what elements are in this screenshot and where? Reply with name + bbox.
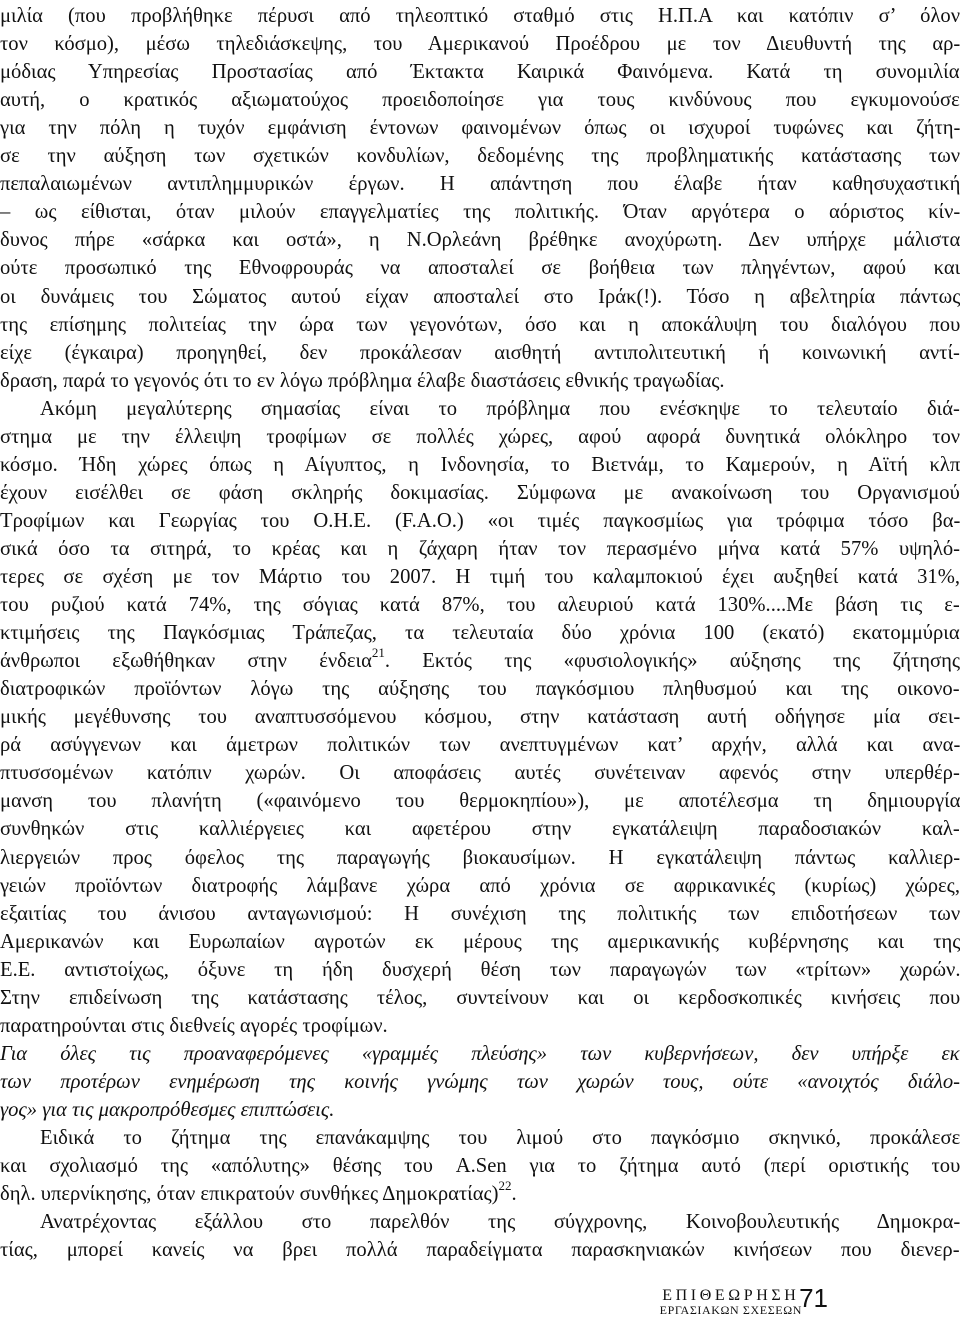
text-line-content: πτυσσομένων κατόπιν χωρών. Οι αποφάσεις αυτές συνέτειναν αφενός στην υπερθέρ- bbox=[0, 762, 960, 785]
text-line-content: είχε (έγκαιρα) προηγηθεί, δεν προκάλεσαν αισθητή αντιπολιτευτική ή κοινωνική αντί- bbox=[0, 341, 960, 364]
journal-title bbox=[660, 1287, 802, 1317]
text-line-content: – ως είθισται, όταν μιλούν επαγγελματίες της πολιτικής. Όταν αργότερα ο αόριστος κίν- bbox=[0, 201, 960, 224]
text-line-content: σικά όσο τα σιτηρά, το κρέας και η ζάχαρη ήταν τον περασμένο μήνα κατά 57% υψηλό- bbox=[0, 537, 960, 560]
text-line-content: ούτε προσωπικό της Εθνοφρουράς να αποσταλεί σε βοήθεια των πληγέντων, αφού και bbox=[0, 257, 960, 280]
text-line bbox=[0, 815, 960, 843]
text-line bbox=[0, 170, 960, 198]
text-line-content: Ακόμη μεγαλύτερης σημασίας είναι το πρόβλημα που ενέσκηψε το τελευταίο διά- bbox=[40, 397, 960, 420]
text-line bbox=[0, 759, 960, 787]
text-line-content: στημα με την έλλειψη τροφίμων σε πολλές χώρες, αφού αφορά δυνητικά ολόκληρο τον bbox=[0, 425, 960, 448]
text-line bbox=[0, 283, 960, 311]
text-line bbox=[0, 844, 960, 872]
text-line bbox=[0, 1180, 517, 1208]
text-line bbox=[0, 423, 960, 451]
text-line bbox=[0, 1068, 960, 1096]
text-line bbox=[0, 114, 960, 142]
text-line-content: εξαιτίας του άνισου ανταγωνισμού: Η συνέχιση της πολιτικής των επιδοτήσεων των bbox=[0, 902, 960, 925]
text-line bbox=[0, 507, 960, 535]
journal-title-line2: ΕΡΓΑΣΙΑΚΩΝ ΣΧΕΣΕΩΝ bbox=[659, 1303, 802, 1317]
text-line-content: πεπαλαιωμένων αντιπλημμυρικών έργων. Η απάντηση που έλαβε ήταν καθησυχαστική bbox=[0, 173, 960, 196]
text-line-content: Ειδικά το ζήτημα της επανάκαμψης του λιμού στο παγκόσμιο σκηνικό, προκάλεσε bbox=[40, 1127, 960, 1149]
text-line bbox=[0, 1152, 960, 1180]
text-line-content: Στην επιδείνωση της κατάστασης τέλος, συντείνουν και οι κερδοσκοπικές κινήσεις που bbox=[0, 986, 960, 1009]
text-line bbox=[0, 86, 960, 114]
text-line bbox=[0, 311, 960, 339]
text-line-content: τίας, μπορεί κανείς να βρει πολλά παραδείγματα παρασκηνιακών κινήσεων που διενερ- bbox=[0, 1239, 960, 1262]
text-line-content: κτιμήσεις της Παγκόσμιας Τράπεζας, τα τελευταία δύο χρόνια 100 (εκατό) εκατομμύρια bbox=[0, 622, 960, 645]
text-line-content: άνθρωποι εξωθήθηκαν στην ένδεια bbox=[0, 650, 372, 673]
text-line-content: γος» για τις μακροπρόθεσμες επιπτώσεις. bbox=[0, 1098, 335, 1121]
text-line bbox=[0, 339, 960, 367]
text-line bbox=[0, 198, 960, 226]
text-line bbox=[0, 142, 960, 170]
text-line-content: της επίσημης πολιτείας την ώρα των γεγονότων, όσο και η αποκάλυψη του διαλόγου που bbox=[0, 313, 960, 336]
text-line-content: για την πόλη η τυχόν εμφάνιση έντονων φαινομένων όπως οι ισχυροί τυφώνες και ζήτη- bbox=[0, 117, 960, 140]
text-line-content: των προτέρων ενημέρωση της κοινής γνώμης των χωρών τους, ούτε «ανοιχτός διάλο- bbox=[0, 1070, 960, 1093]
text-line bbox=[0, 479, 960, 507]
text-line-content: Αμερικανών και Ευρωπαίων αγροτών εκ μέρους της αμερικανικής κυβέρνησης και της bbox=[0, 930, 960, 953]
text-line-content: μικής μεγέθυνσης του αναπτυσσόμενου κόσμου, στην κατάσταση αυτή οδήγησε μία σει- bbox=[0, 706, 960, 729]
text-line-content: τερες σε σχέση με τον Μάρτιο του 2007. Η τιμή του καλαμποκιού έχει αυξηθεί κατά 31%, bbox=[0, 566, 960, 588]
text-line bbox=[0, 254, 960, 282]
text-line-content: μόδιας Υπηρεσίας Προστασίας από Έκτακτα Καιρικά Φαινόμενα. Κατά τη συνομιλία bbox=[0, 61, 960, 84]
text-line bbox=[0, 675, 960, 703]
text-line bbox=[40, 395, 960, 423]
text-line bbox=[0, 731, 960, 759]
text-line bbox=[0, 647, 960, 675]
text-line-content: λιεργειών προς όφελος της παραγωγής βιοκαυσίμων. Η εγκατάλειψη πάντως καλλιερ- bbox=[0, 846, 960, 869]
text-line bbox=[0, 1236, 960, 1262]
text-line-content: Για όλες τις προαναφερόμενες «γραμμές πλεύσης» των κυβερνήσεων, δεν υπήρξε εκ bbox=[0, 1042, 960, 1065]
footnote-ref: 21 bbox=[371, 645, 385, 661]
text-line bbox=[0, 928, 960, 956]
text-line-tail: . Εκτός της «φυσιολογικής» αύξησης της ζήτησης bbox=[384, 650, 960, 673]
text-line bbox=[0, 451, 960, 479]
text-line bbox=[0, 58, 960, 86]
text-line-content: σε την αύξηση των σχετικών κονδυλίων, δεδομένης της προβληματικής κατάστασης των bbox=[0, 145, 960, 168]
text-line-content: Τροφίμων και Γεωργίας του Ο.Η.Ε. (F.A.O.) «οι τιμές παγκοσμίως για τρόφιμα τόσο βα- bbox=[0, 509, 960, 532]
footnote-ref: 22 bbox=[498, 1178, 512, 1194]
text-line-content: και σχολιασμό της «απόλυτης» θέσης του A.Sen για το ζήτημα αυτό (περί οριστικής του bbox=[0, 1155, 960, 1178]
text-line-content: τον κόσμο), μέσω τηλεδιάσκεψης, του Αμερικανού Προέδρου με τον Διευθυντή της αρ- bbox=[0, 33, 960, 56]
page-number: 71 bbox=[799, 1283, 828, 1313]
text-line bbox=[0, 226, 960, 254]
text-line bbox=[0, 619, 960, 647]
text-line bbox=[0, 30, 960, 58]
text-line bbox=[0, 563, 960, 591]
text-line-content: Ανατρέχοντας εξάλλου στο παρελθόν της σύγχρονης, Κοινοβουλευτικής Δημοκρα- bbox=[40, 1211, 960, 1234]
text-line bbox=[0, 703, 960, 731]
text-line-content: δυνος πήρε «σάρκα και οστά», η Ν.Ορλεάνη βρέθηκε ανοχύρωτη. Δεν υπήρχε μάλιστα bbox=[0, 229, 960, 252]
text-line bbox=[0, 591, 960, 619]
journal-title-line1: ΕΠΙΘΕΩΡΗΣΗ bbox=[662, 1287, 800, 1304]
text-line-content: παρατηρούνται στις διεθνείς αγορές τροφίμων. bbox=[0, 1014, 388, 1037]
text-line-content: δραση, παρά το γεγονός ότι το εν λόγω πρόβλημα έλαβε διαστάσεις εθνικής τραγωδίας. bbox=[0, 369, 725, 392]
text-line-content: δηλ. υπερνίκησης, όταν επικρατούν συνθήκες Δημοκρατίας) bbox=[0, 1183, 499, 1206]
text-line-content: ρά ασύγγενων και άμετρων πολιτικών των ανεπτυγμένων κατ’ αρχήν, αλλά και ανα- bbox=[0, 734, 960, 757]
text-line-content: μανση του πλανήτη («φαινόμενο του θερμοκηπίου»), με αποτέλεσμα τη δημιουργία bbox=[0, 790, 960, 813]
text-line-content: του ρυζιού κατά 74%, της σόγιας κατά 87%, του αλευριού κατά 130%....Με βάση τις ε- bbox=[0, 594, 960, 617]
article-body bbox=[0, 2, 960, 1262]
text-line bbox=[0, 984, 960, 1012]
text-line bbox=[0, 787, 960, 815]
text-line bbox=[0, 1096, 334, 1124]
text-line bbox=[40, 1124, 960, 1152]
text-line bbox=[0, 900, 960, 928]
text-line-content: οι δυνάμεις του Σώματος αυτού είχαν αποσταλεί στο Ιράκ(!). Τόσο η αβελτηρία πάντως bbox=[0, 285, 960, 308]
text-line-content: αυτή, ο κρατικός αξιωματούχος προειδοποίησε για τους κινδύνους που εγκυμονούσε bbox=[0, 89, 960, 112]
text-line-content: έχουν εισέλθει σε φάση σκληρής δοκιμασίας. Σύμφωνα με ανακοίνωση του Οργανισμού bbox=[0, 481, 960, 504]
text-line-content: διατροφικών προϊόντων λόγω της αύξησης του παγκόσμιου πληθυσμού και της οικονο- bbox=[0, 678, 960, 701]
text-line-tail: . bbox=[511, 1183, 517, 1206]
text-line bbox=[0, 1012, 388, 1040]
text-line-content: συνθηκών στις καλλιέργειες και αφετέρου στην εγκατάλειψη παραδοσιακών καλ- bbox=[0, 818, 960, 841]
text-line-content: Ε.Ε. αντιστοίχως, όξυνε τη ήδη δυσχερή θέση των παραγωγών των «τρίτων» χωρών. bbox=[0, 958, 960, 981]
text-line bbox=[40, 1208, 960, 1236]
text-line bbox=[0, 872, 960, 900]
text-line bbox=[0, 956, 960, 984]
text-line-content: κόσμο. Ήδη χώρες όπως η Αίγυπτος, η Ινδονησία, το Βιετνάμ, το Καμερούν, η Αϊτή κλπ bbox=[0, 453, 960, 476]
text-line-content: μιλία (που προβλήθηκε πέρυσι από τηλεοπτικό σταθμό στις Η.Π.Α και κατόπιν σ’ όλον bbox=[0, 5, 960, 27]
text-line bbox=[0, 1040, 960, 1068]
text-line-content: γειών προϊόντων διατροφής λάμβανε χώρα από χρόνια σε αφρικανικές (κυρίως) χώρες, bbox=[0, 874, 960, 897]
text-line bbox=[0, 367, 725, 395]
text-line bbox=[0, 2, 960, 30]
text-line bbox=[0, 535, 960, 563]
page-footer bbox=[640, 1273, 960, 1333]
